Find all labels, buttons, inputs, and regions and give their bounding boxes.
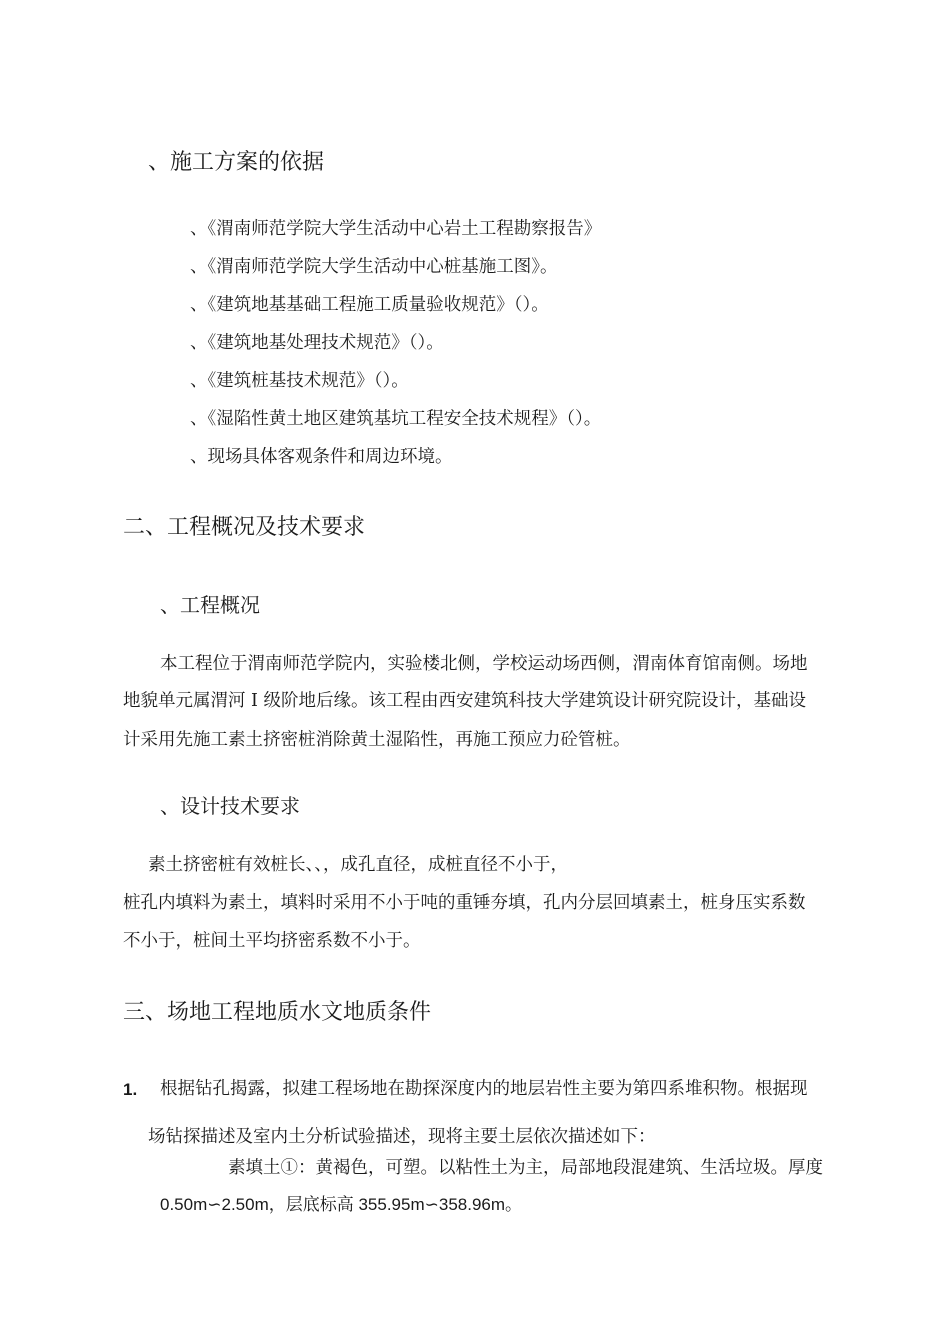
basis-item: 、《渭南师范学院大学生活动中心岩土工程勘察报告》 — [190, 219, 602, 239]
list-number: 1. — [123, 1080, 138, 1099]
paragraph-line: 素土挤密桩有效桩长、、，成孔直径，成桩直径不小于， — [148, 855, 568, 875]
paragraph-line: 本工程位于渭南师范学院内，实验楼北侧，学校运动场西侧，渭南体育馆南侧。场地 — [160, 654, 808, 674]
soil-layer-thickness: 0.50m∽2.50m，层底标高 355.95m∽358.96m。 — [160, 1195, 523, 1214]
basis-item: 、《建筑桩基技术规范》（）。 — [190, 371, 409, 391]
paragraph-line: 根据钻孔揭露，拟建工程场地在勘探深度内的地层岩性主要为第四系堆积物。根据现 — [160, 1079, 808, 1099]
subsection-heading-design: 、设计技术要求 — [160, 794, 300, 818]
basis-item: 、《建筑地基基础工程施工质量验收规范》（）。 — [190, 295, 549, 315]
paragraph-line: 计采用先施工素土挤密桩消除黄土湿陷性，再施工预应力砼管桩。 — [123, 730, 631, 750]
basis-item: 、《湿陷性黄土地区建筑基坑工程安全技术规程》（）。 — [190, 409, 602, 429]
soil-layer-description: 素填土①：黄褐色，可塑。以粘性土为主，局部地段混建筑、生活垃圾。厚度 — [228, 1158, 823, 1178]
section-heading-geology: 三、场地工程地质水文地质条件 — [123, 1000, 432, 1025]
basis-item: 、《渭南师范学院大学生活动中心桩基施工图》。 — [190, 257, 558, 277]
paragraph-line: 不小于，桩间土平均挤密系数不小于。 — [123, 931, 421, 951]
section-heading-basis: 、施工方案的依据 — [148, 150, 325, 175]
paragraph-line: 场钻探描述及室内土分析试验描述，现将主要土层依次描述如下： — [148, 1127, 656, 1147]
basis-item: 、《建筑地基处理技术规范》（）。 — [190, 333, 444, 353]
section-heading-overview: 二、工程概况及技术要求 — [123, 515, 366, 540]
paragraph-line: 桩孔内填料为素土，填料时采用不小于吨的重锤夯填，孔内分层回填素土，桩身压实系数 — [123, 893, 806, 913]
basis-item: 、现场具体客观条件和周边环境。 — [190, 447, 453, 467]
paragraph-line: 地貌单元属渭河 I 级阶地后缘。该工程由西安建筑科技大学建筑设计研究院设计，基础设 — [123, 691, 807, 711]
subsection-heading-overview: 、工程概况 — [160, 593, 260, 617]
